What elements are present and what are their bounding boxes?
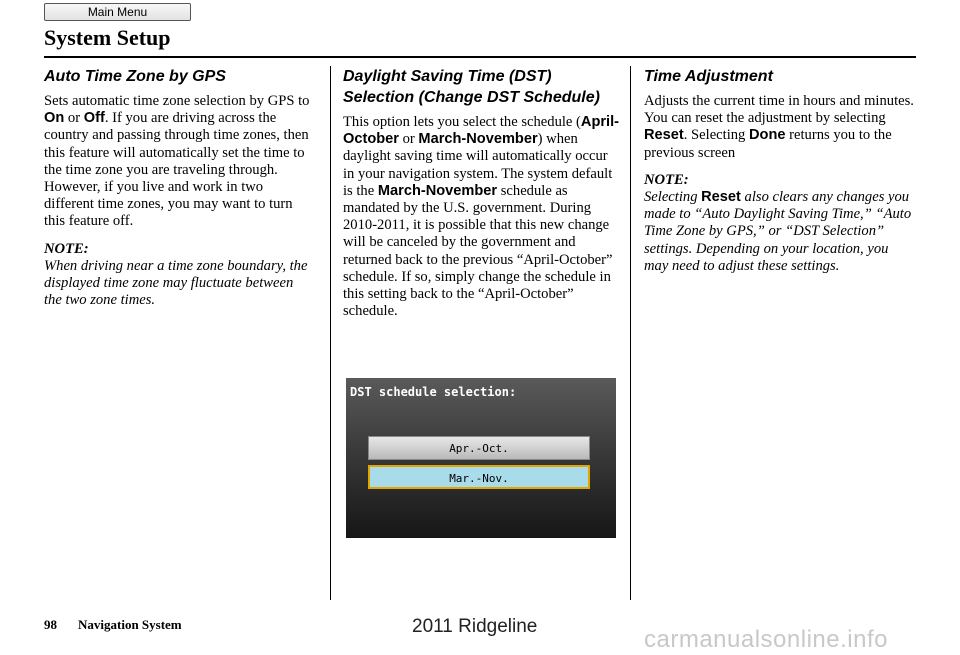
text-run: This option lets you select the schedule (: [343, 114, 581, 130]
note-text: When driving near a time zone boundary, the displayed time zone may fluctuate between the two zone times.: [44, 257, 308, 309]
text-run: Selecting: [644, 189, 702, 206]
column-dst-selection: [343, 66, 621, 330]
option-apr-oct-button[interactable]: Apr.-Oct.: [368, 436, 590, 460]
keyword-done: Done: [749, 127, 786, 144]
keyword-april-october: April-October: [343, 114, 620, 148]
time-adjustment-text: [644, 93, 916, 162]
auto-time-zone-text: [44, 93, 312, 231]
footer-section-title: Navigation System: [78, 617, 182, 632]
section-heading-time-adjustment: Time Adjustment: [644, 68, 773, 85]
text-run: also clears any changes you made to “Auto Daylight Saving Time,” “Auto Time Zone by GPS,” or “DST Selection” settings. Depending on your location, you may need to adjust these settings.: [644, 189, 912, 274]
text-run: or: [64, 110, 84, 127]
column-auto-time-zone: [44, 66, 312, 309]
site-watermark: carmanualsonline.info: [644, 626, 888, 653]
section-heading-dst: Daylight Saving Time (DST) Selection (Change DST Schedule): [343, 68, 600, 106]
note-text: [644, 189, 916, 275]
keyword-reset: Reset: [701, 189, 741, 206]
section-heading-auto-time-zone: Auto Time Zone by GPS: [44, 68, 226, 85]
text-run: . If you are driving across the country and passing through time zones, then this feature will automatically set the time to the time zone you are traveling through. However, if you live and work in two different time zones, you may want to turn this feature off.: [44, 110, 309, 230]
screen-title: DST schedule selection:: [350, 385, 517, 399]
page-title: System Setup: [44, 25, 171, 50]
column-time-adjustment: [644, 66, 916, 275]
note-heading: NOTE:: [644, 171, 689, 188]
keyword-march-november: March-November: [377, 182, 498, 199]
text-run: Sets automatic time zone selection by GPS to: [44, 93, 310, 109]
text-run: returns you to the previous screen: [644, 127, 892, 161]
dst-screen-image: [346, 378, 616, 538]
keyword-off: Off: [83, 110, 105, 127]
dst-text: [343, 114, 621, 320]
text-run: . Selecting: [683, 127, 750, 144]
page-number: 98: [44, 617, 57, 632]
note-heading: NOTE:: [44, 240, 89, 257]
column-divider: [630, 66, 631, 600]
text-run: or: [398, 131, 419, 148]
title-rule: [44, 56, 916, 58]
text-run: Adjusts the current time in hours and minutes. You can reset the adjustment by selecting: [644, 93, 914, 127]
keyword-on: On: [44, 110, 65, 127]
option-mar-nov-button[interactable]: Mar.-Nov.: [368, 465, 590, 489]
text-run: schedule as mandated by the U.S. government. During 2010-2011, it is possible that this new change will be canceled by the government and returned back to the previous “April-October” schedule. If so, simply change the schedule in this setting back to the “April-October” schedule.: [343, 182, 613, 320]
main-menu-button[interactable]: Main Menu: [44, 3, 191, 21]
text-run: ) when daylight saving time will automatically occur in your navigation system. The system default is the: [343, 131, 613, 199]
column-divider: [330, 66, 331, 600]
model-label: 2011 Ridgeline: [412, 616, 538, 637]
keyword-march-november: March-November: [418, 131, 538, 148]
keyword-reset: Reset: [644, 127, 684, 144]
